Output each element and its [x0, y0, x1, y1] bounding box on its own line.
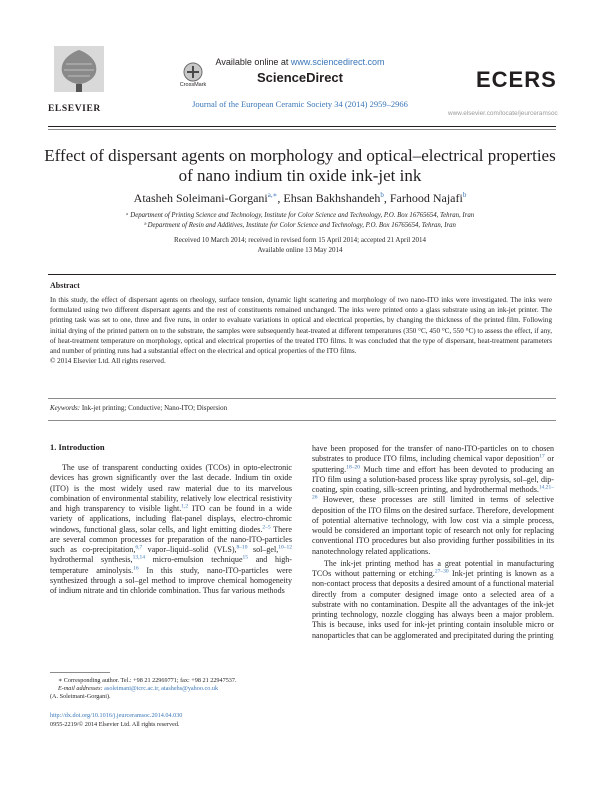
paragraph-text: There are several common processes for preparation of the nano-ITO-particles such as co-precipitation,: [50, 524, 292, 554]
author-affiliation-marker[interactable]: b: [462, 191, 467, 199]
author-name: Atasheh Soleimani-Gorgani: [133, 191, 268, 205]
paragraph-text: and high-temperature aminolysis.: [50, 555, 292, 575]
elsevier-wordmark: ELSEVIER: [48, 104, 101, 114]
affiliation-b: ᵇ Department of Resin and Additives, Institute for Color Science and Technology, P.O. Box 16765654, Tehran, Iran: [144, 222, 456, 229]
citation-link[interactable]: 10–12: [278, 544, 292, 551]
author-abbrev: (A. Soleimani-Gorgani).: [50, 693, 111, 700]
keywords-rule: [48, 398, 556, 399]
citation-link[interactable]: 27–30: [434, 568, 449, 575]
available-online-date: Available online 13 May 2014: [257, 246, 343, 254]
right-column: [312, 444, 554, 641]
keywords-values: Ink-jet printing; Conductive; Nano-ITO; Dispersion: [80, 404, 228, 412]
paragraph-text: sol–gel,: [247, 545, 279, 554]
ecers-logo-icon: [476, 66, 556, 92]
sciencedirect-url-link[interactable]: www.sciencedirect.com: [290, 57, 385, 67]
section-heading-introduction: 1. Introduction: [50, 442, 105, 452]
citation-link[interactable]: 18–20: [346, 463, 360, 470]
affiliation-a: ᵃ Department of Printing Science and Technology, Institute for Color Science and Technology, P.O. Box 16765654, Tehran, Iran: [125, 212, 475, 219]
email-links[interactable]: asoleimani@icrc.ac.ir, atashehs@yahoo.co.uk: [102, 685, 219, 692]
citation-link[interactable]: 14,21–26: [312, 484, 554, 501]
abstract-text: In this study, the effect of dispersant agents on rheology, surface tension, dynamic light scattering and morphology of two nano-ITO inks were investigated. The inks were formulated using two different dispersant agents and the rest of constituents remained unchanged. The inks were printed onto a glass substrate using an ink-jet printer. The printing task was set to one, three and five runs, in order to evaluate variations in optical and electrical properties, by changing the thickness of the printed film. Following initial drying of the printed pattern on to the substrate, the samples were subsequently heat-treated at different temperatures (350 °C, 450 °C, 550 °C) to assess the effect, if any, of heat-treatment temperature on morphology, optical and electrical properties of the treated ITO films. It was concluded that the type of dispersant, heat-treatment parameters and number of printing runs had a substantial effect on the electrical and optical properties of the ITO films.: [50, 296, 552, 356]
author-name: , Ehsan Bakhshandeh: [277, 191, 381, 205]
keywords-label: Keywords:: [50, 404, 81, 412]
citation-link[interactable]: 6,7: [135, 544, 143, 551]
author-list: [40, 191, 560, 206]
keywords-line: [50, 404, 227, 412]
intro-paragraph-2: [312, 559, 554, 641]
svg-text:ECERS: ECERS: [476, 67, 556, 92]
paragraph-text: The use of transparent conducting oxides (TCOs) in opto-electronic devices has grown significantly over the last decade. Indium tin oxide (ITO) is the most widely used raw material due to its marvelous combination of environmental stability, relatively low electrical resistivity and high transparency to visible light.: [50, 463, 292, 513]
abstract-top-rule: [48, 274, 556, 275]
paragraph-text: or sputtering.: [312, 454, 554, 474]
article-title: [40, 146, 560, 186]
abstract-heading: Abstract: [50, 281, 80, 290]
paragraph-text: hydrothermal synthesis,: [50, 555, 133, 565]
citation-link[interactable]: 17: [539, 453, 545, 460]
journal-citation-line[interactable]: Journal of the European Ceramic Society 34 (2014) 2959–2966: [192, 99, 408, 109]
available-online-prefix: Available online at: [215, 57, 291, 67]
issn-line: 0955-2219/© 2014 Elsevier Ltd. All rights reserved.: [50, 721, 180, 728]
intro-paragraph-1-continued: [312, 444, 554, 557]
left-column: [50, 463, 292, 596]
article-title-line-2: of nano indium tin oxide ink-jet ink: [178, 166, 422, 185]
paragraph-text: have been proposed for the transfer of nano-ITO-particles on to chosen substrates to produce ITO films, including chemical vapor deposition: [312, 444, 554, 464]
author-affiliation-marker[interactable]: a,∗: [267, 191, 278, 199]
paragraph-text: In this study, nano-ITO-particles were synthesized through a sol–gel method to improve chemical homogeneity of indium nitrate and tin chloride combination. Thus far various methods: [50, 565, 292, 595]
citation-link[interactable]: 2–5: [262, 523, 271, 530]
abstract-copyright: © 2014 Elsevier Ltd. All rights reserved.: [50, 357, 166, 366]
email-label: E-mail addresses:: [58, 685, 103, 692]
citation-link[interactable]: 1,2: [181, 503, 189, 510]
email-line: [50, 685, 290, 693]
footnote-rule: [50, 672, 110, 673]
doi-link[interactable]: http://dx.doi.org/10.1016/j.jeurceramsoc.2014.04.030: [50, 712, 183, 719]
article-title-line-1: Effect of dispersant agents on morphology and optical–electrical properties: [44, 146, 556, 165]
footnote-block: [50, 677, 290, 701]
citation-link[interactable]: 15: [242, 554, 249, 561]
sciencedirect-wordmark: ScienceDirect: [257, 70, 343, 85]
corresponding-author-note: ∗ Corresponding author. Tel.: +98 21 22969771; fax: +98 21 22947537.: [58, 677, 237, 684]
paragraph-text: Much time and effort has been devoted to producing an ITO film using a solution-based process like spray pyrolysis, sol–gel, dip-coating, spin coating, silk-screen printing, and hydrothermal methods.: [312, 464, 554, 494]
paragraph-text: micro-emulsion technique: [144, 555, 243, 565]
paragraph-text: ITO can be found in a wide variety of applications, including flat-panel displays, electro-chromic windows, functional glass, solar cells, and light emitting diodes.: [50, 504, 292, 534]
crossmark-label: CrossMark: [179, 82, 207, 88]
paragraph-text: However, these processes are still limited in terms of selective deposition of the ITO films on the desired surface. Therefore, development of potential alternative technology, with low cost via a simple process, would be considered an important topic of research not only for replacing conventional ITO procedures but also providing further possibilities in its nanotechnology related applications.: [312, 495, 554, 556]
paragraph-text: The ink-jet printing method has a great potential in manufacturing TCOs without patterning or etching.: [312, 558, 554, 578]
header-rule: [48, 126, 556, 127]
received-dates: Received 10 March 2014; received in revised form 15 April 2014; accepted 21 April 2014: [174, 236, 426, 244]
journal-homepage-url[interactable]: www.elsevier.com/locate/jeurceramsoc: [448, 110, 558, 117]
intro-paragraph-1: [50, 463, 292, 596]
keywords-bottom-rule: [48, 420, 556, 421]
citation-link[interactable]: 16: [133, 564, 139, 571]
citation-link[interactable]: 13,14: [132, 554, 145, 561]
author-affiliation-marker[interactable]: b: [380, 191, 384, 199]
abstract-body: [50, 295, 552, 366]
citation-link[interactable]: 8–10: [236, 544, 248, 551]
author-name: , Farhood Najafi: [383, 191, 463, 205]
header-rule-thin: [48, 129, 556, 130]
ecers-logo: [476, 66, 556, 92]
paragraph-text: Ink-jet printing is known as a non-contact process that deposits a desired amount of a functional material directly from a computer designed image onto a selected area of a substrate with no contamination. Despite all the advantages of the ink-jet printing technology, nozzle clogging has always been a major problem. This is because, inks used for ink-jet printing contain insoluble micro or nanoparticles that can be agglomerated and precipitated during the printing: [312, 569, 554, 640]
paragraph-text: vapor–liquid–solid (VLS),: [142, 545, 237, 554]
